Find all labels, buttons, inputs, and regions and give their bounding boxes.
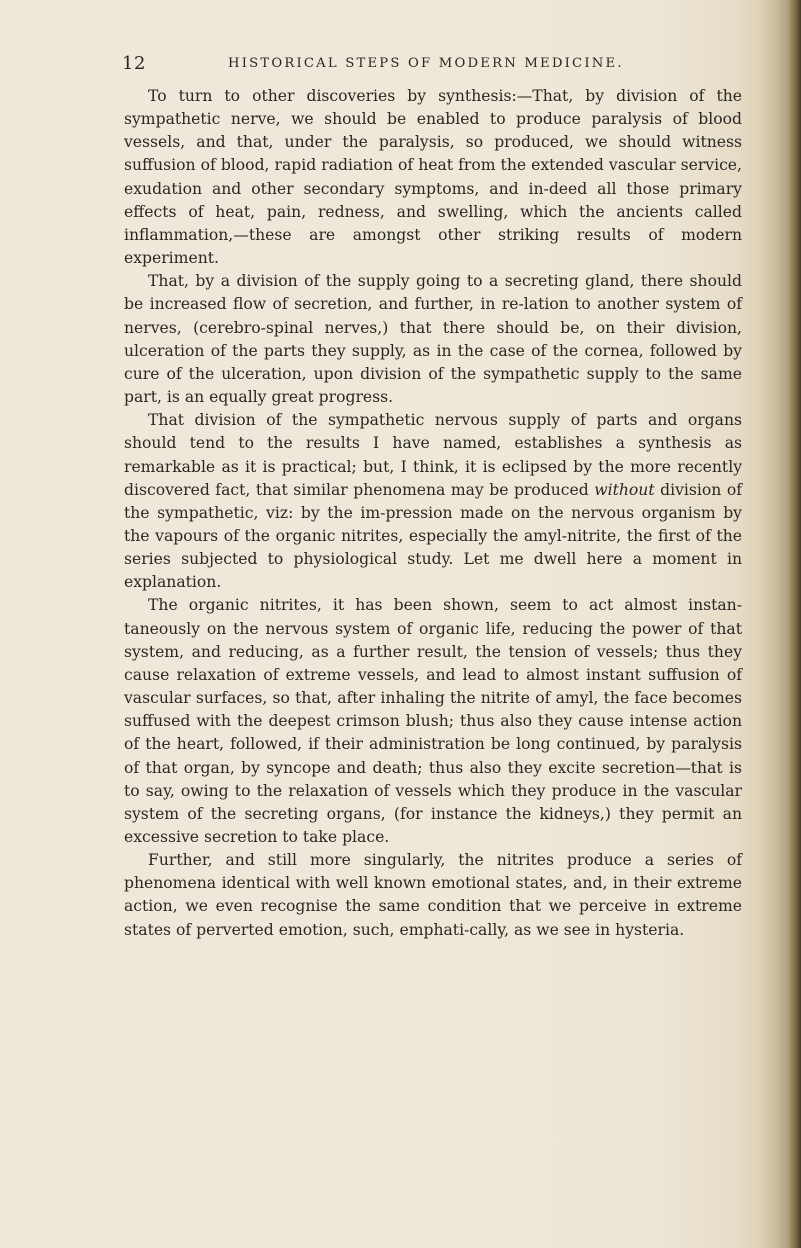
paragraph-text-part: That division of the sympathetic nervous supply of parts and organs should tend to the results I have named, establishes a synthesis as remarkable as it is practical; but, I think, it is eclipsed by the more recently discovered fact, that similar phenomena may be produced bbox=[124, 411, 742, 499]
paragraph-synthesis-sympathetic: To turn to other discoveries by synthesis:—That, by division of the sympathetic nerve, we should be enabled to produce paralysis of blood vessels, and that, under the paralysis, so produced, we should witness suffusion of blood, rapid radiation of heat from the extended vascular service, exudation and other secondary symptoms, and in-deed all those primary effects of heat, pain, redness, and swelling, which the ancients called inflammation,—these are amongst other striking results of modern experiment. bbox=[124, 87, 742, 268]
body-text bbox=[124, 85, 742, 942]
page-binding-edge bbox=[789, 0, 801, 1248]
paragraph-organic-nitrites-intro bbox=[124, 409, 742, 594]
paragraph-text-part: division of the sympathetic, viz: by the im-pression made on the nervous organism by the vapours of the organic nitrites, especially the amyl-nitrite, the first of the series subjected to physiological study. Let me dwell here a moment in explanation. bbox=[124, 480, 742, 592]
page-header bbox=[0, 53, 801, 77]
page-number: 12 bbox=[122, 53, 146, 74]
paragraph-emotional-states: Further, and still more singularly, the nitrites produce a series of phenomena identical with well known emotional states, and, in their extreme action, we even recognise the same condition that we perceive in extreme states of perverted emotion, such, emphati-cally, as we see in hysteria. bbox=[124, 851, 742, 939]
paragraph-secreting-gland: That, by a division of the supply going to a secreting gland, there should be increased flow of secretion, and further, in re-lation to another system of nerves, (cerebro-spinal nerves,) that there should be, on their division, ulceration of the parts they supply, as in the case of the cornea, followed by cure of the ulceration, upon division of the sympathetic supply to the same part, is an equally great progress. bbox=[124, 272, 742, 407]
emphasis-without: without bbox=[594, 480, 655, 499]
paragraph-nitrites-action: The organic nitrites, it has been shown, seem to act almost instan-taneously on the nervous system of organic life, reducing the power of that system, and reducing, as a further result, the tension of vessels; thus they cause relaxation of extreme vessels, and lead to almost instant suffusion of vascular surfaces, so that, after inhaling the nitrite of amyl, the face becomes suffused with the deepest crimson blush; thus also they cause intense action of the heart, followed, if their administration be long continued, by paralysis of that organ, by syncope and death; thus also they excite secretion—that is to say, owing to the relaxation of vessels which they produce in the vascular system of the secreting organs, (for instance the kidneys,) they permit an excessive secretion to take place. bbox=[124, 596, 742, 846]
running-head: HISTORICAL STEPS OF MODERN MEDICINE. bbox=[228, 56, 624, 71]
